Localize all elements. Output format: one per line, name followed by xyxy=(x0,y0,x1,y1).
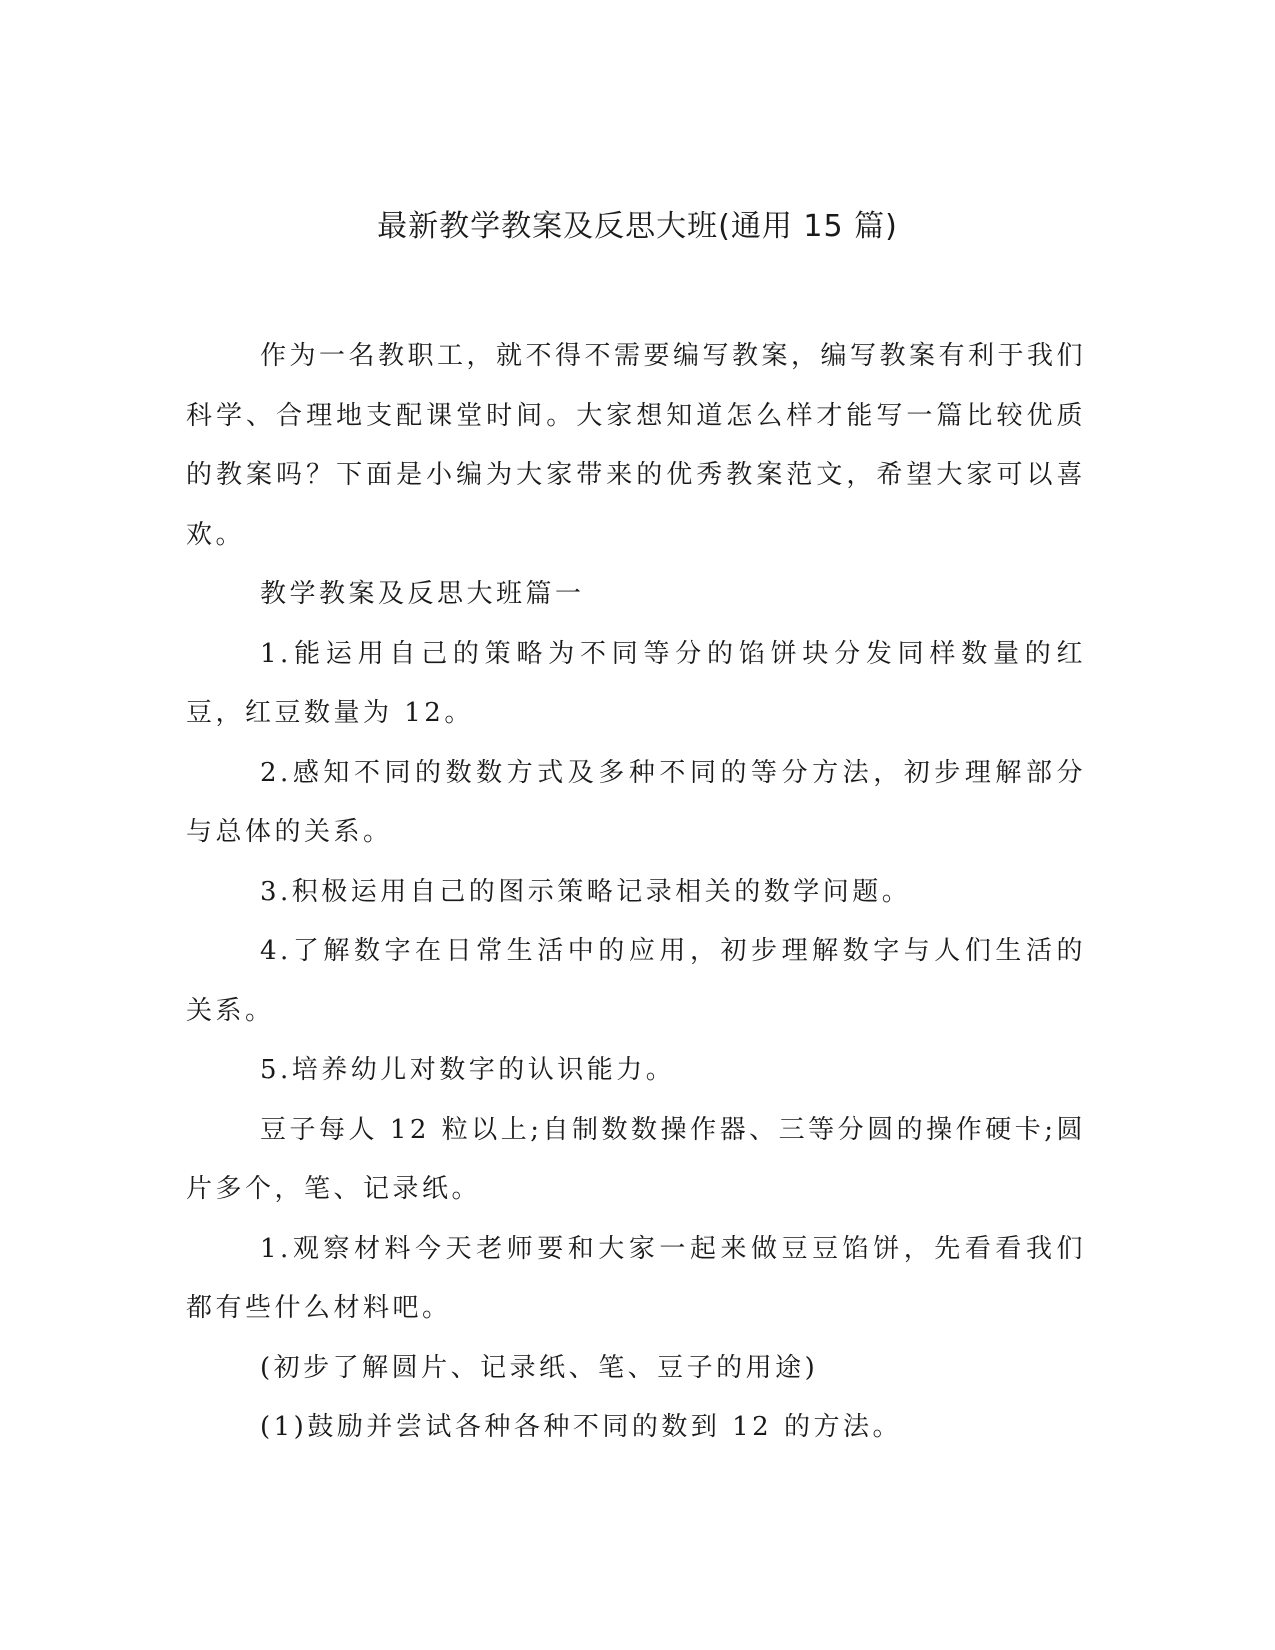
activity-step-1: 1.观察材料今天老师要和大家一起来做豆豆馅饼，先看看我们都有些什么材料吧。 xyxy=(186,1233,1086,1323)
intro-paragraph: 作为一名教职工，就不得不需要编写教案，编写教案有利于我们科学、合理地支配课堂时间。大家想知道怎么样才能写一篇比较优质的教案吗？下面是小编为大家带来的优秀教案范文，希望大家可以喜欢。 xyxy=(186,341,1087,550)
objective-2: 2.感知不同的数数方式及多种不同的等分方法，初步理解部分与总体的关系。 xyxy=(186,757,1086,847)
objective-1: 1.能运用自己的策略为不同等分的馅饼块分发同样数量的红豆，红豆数量为 12。 xyxy=(186,638,1086,728)
objective-5: 5.培养幼儿对数字的认识能力。 xyxy=(260,1055,676,1085)
objective-3: 3.积极运用自己的图示策略记录相关的数学问题。 xyxy=(260,876,912,907)
activity-substep-1: (1)鼓励并尝试各种各种不同的数到 12 的方法。 xyxy=(260,1412,902,1442)
materials-paragraph: 豆子每人 12 粒以上;自制数数操作器、三等分圆的操作硬卡;圆片多个，笔、记录纸。 xyxy=(186,1114,1086,1204)
document-title: 最新教学教案及反思大班(通用 15 篇) xyxy=(377,209,898,244)
document-body xyxy=(186,327,1086,1458)
section-heading: 教学教案及反思大班篇一 xyxy=(260,579,585,609)
objective-4: 4.了解数字在日常生活中的应用，初步理解数字与人们生活的关系。 xyxy=(186,936,1086,1026)
activity-note: (初步了解圆片、记录纸、笔、豆子的用途) xyxy=(260,1352,819,1383)
